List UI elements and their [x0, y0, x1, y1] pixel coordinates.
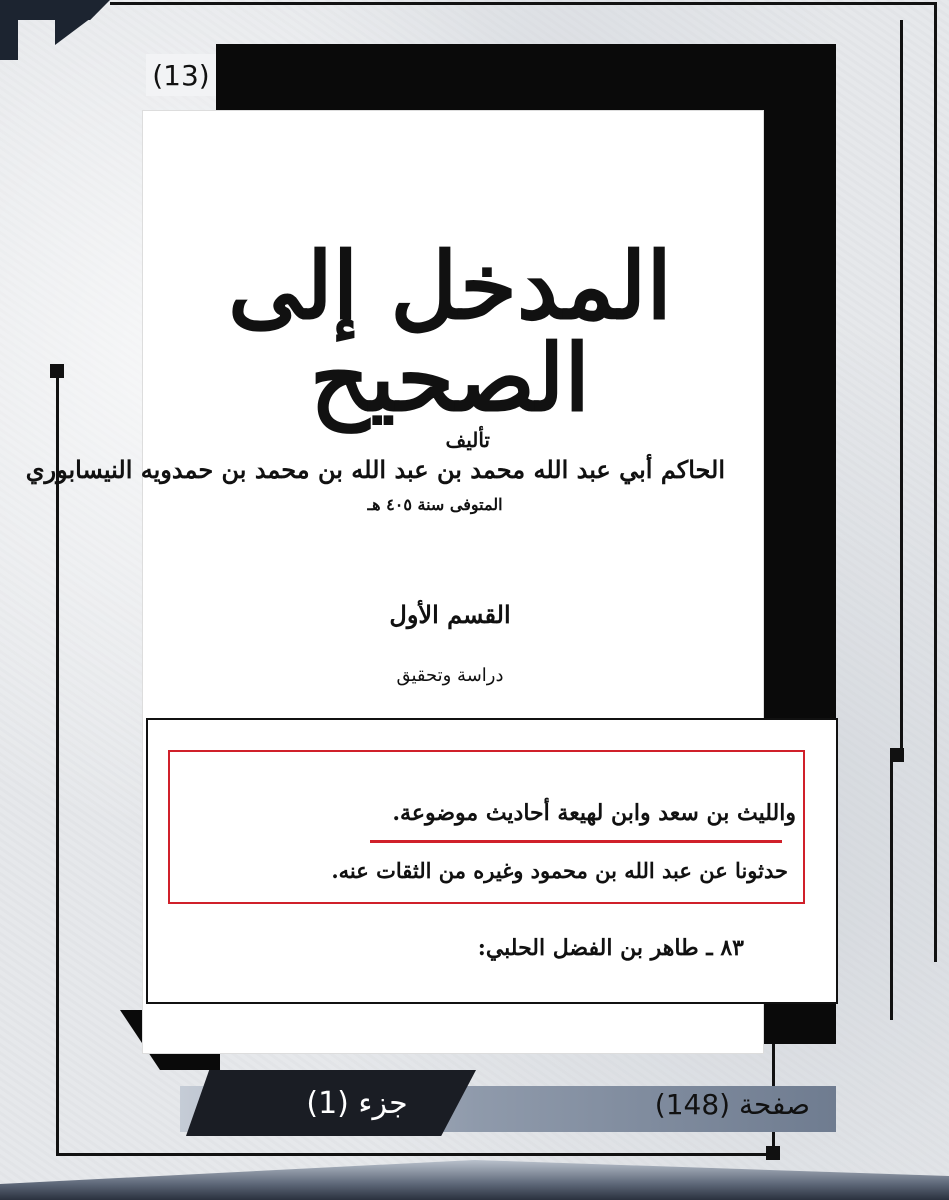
frame-square	[50, 364, 64, 378]
excerpt-line-2: حدثونا عن عبد الله بن محمود وغيره من الثقات عنه.	[331, 858, 788, 883]
red-underline	[370, 840, 782, 843]
frame-square	[890, 748, 904, 762]
frame-left-line	[56, 376, 59, 1156]
author-name: الحاكم أبي عبد الله محمد بن عبد الله بن محمد بن حمدويه النيسابوري	[25, 455, 725, 484]
excerpt-card	[146, 718, 838, 1004]
death-year: المتوفى سنة ٤٠٥ هـ	[367, 495, 503, 514]
frame-right-lower-line	[890, 760, 893, 1020]
page-number-badge: (13)	[146, 54, 216, 96]
volume-label: جزء (1)	[306, 1086, 408, 1121]
author-label: تأليف	[445, 428, 490, 452]
frame-right-line	[934, 2, 937, 962]
frame-right-inner-line	[900, 20, 903, 760]
page-cut-text	[160, 998, 460, 1012]
part-title: القسم الأول	[389, 600, 511, 629]
book-title: المدخل إلى الصحيح	[228, 232, 672, 432]
excerpt-line-3: ٨٣ ـ طاهر بن الفضل الحلبي:	[477, 935, 744, 961]
frame-top-line	[110, 2, 936, 5]
frame-square	[766, 1146, 780, 1160]
study-label: دراسة وتحقيق	[396, 665, 504, 686]
corner-ornament	[0, 0, 18, 60]
page-label: صفحة (148)	[654, 1088, 810, 1121]
excerpt-line-1: والليث بن سعد وابن لهيعة أحاديث موضوعة.	[392, 800, 796, 826]
frame-bottom-line	[56, 1153, 776, 1156]
investigator-cut	[250, 700, 670, 720]
